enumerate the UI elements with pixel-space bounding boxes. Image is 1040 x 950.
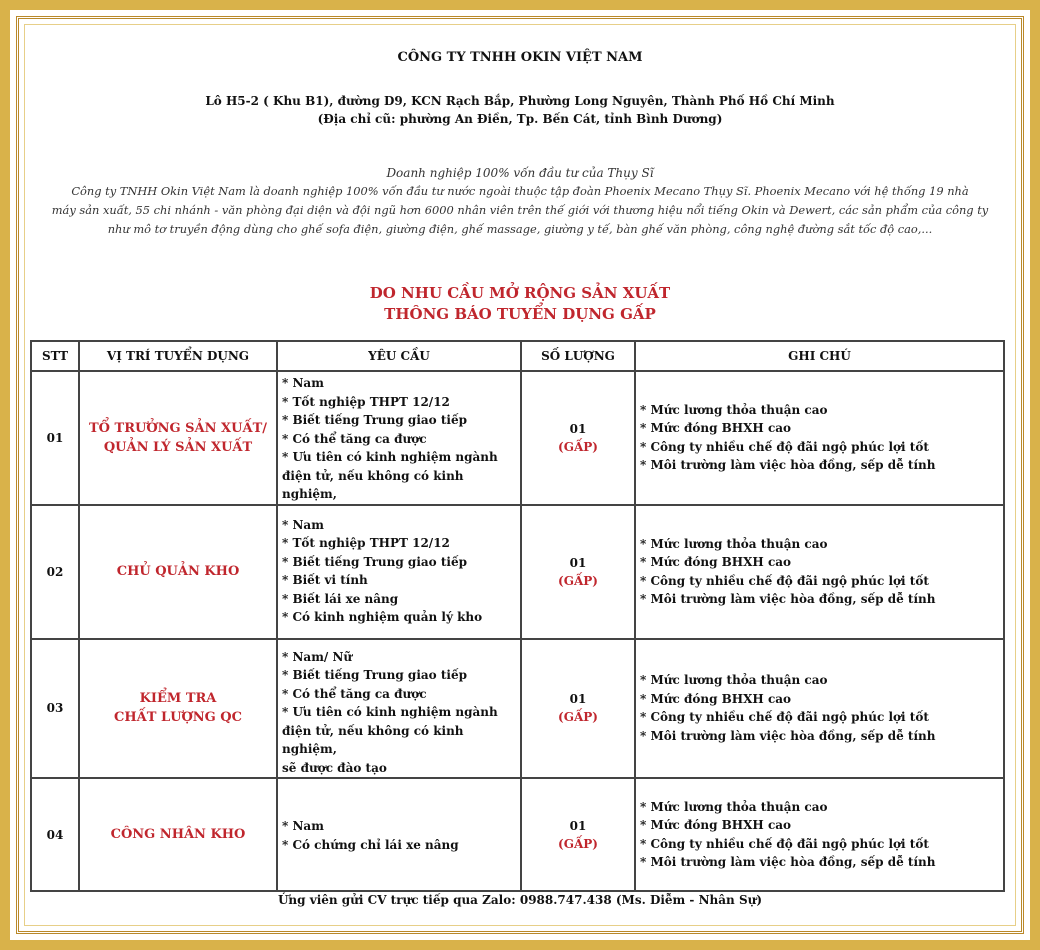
requirement-item: * Nam bbox=[282, 819, 324, 833]
row-position bbox=[79, 778, 277, 891]
requirement-item: điện tử, nếu không có kinh nghiệm, bbox=[282, 468, 464, 501]
quantity-value: 01 bbox=[569, 818, 587, 833]
row-quantity bbox=[521, 639, 635, 779]
old-address: (Địa chỉ cũ: phường An Điền, Tp. Bến Cát, tỉnh Bình Dương) bbox=[317, 112, 723, 126]
row-position bbox=[79, 639, 277, 779]
row-stt: 01 bbox=[31, 371, 79, 505]
note-item: * Mức lương thỏa thuận cao bbox=[640, 673, 828, 688]
requirement-item: điện tử, nếu không có kinh nghiệm, bbox=[282, 723, 464, 756]
urgent-label: (GẤP) bbox=[558, 836, 598, 851]
company-name: CÔNG TY TNHH OKIN VIỆT NAM bbox=[397, 50, 643, 65]
row-position bbox=[79, 371, 277, 505]
requirement-item: * Tốt nghiệp THPT 12/12 bbox=[282, 394, 450, 409]
note-item: * Mức đóng BHXH cao bbox=[640, 421, 792, 436]
table-row bbox=[31, 371, 1004, 505]
intro-line: máy sản xuất, 55 chi nhánh - văn phòng đại diện và đội ngũ hơn 6000 nhân viên trên thế giới với thương hiệu nổi tiếng Okin và Dewert, các sản phẩm của công ty bbox=[51, 203, 989, 217]
header-notes: GHI CHÚ bbox=[635, 341, 1004, 371]
contact-footer: Ứng viên gửi CV trực tiếp qua Zalo: 0988.747.438 (Ms. Diễm - Nhân Sự) bbox=[277, 893, 763, 907]
position-line: CHỦ QUẢN KHO bbox=[116, 564, 240, 579]
requirement-item: * Biết tiếng Trung giao tiếp bbox=[282, 554, 467, 569]
row-position bbox=[79, 505, 277, 639]
table-row bbox=[31, 778, 1004, 891]
position-line: TỔ TRƯỞNG SẢN XUẤT/ bbox=[89, 420, 267, 436]
requirement-item: * Có thể tăng ca được bbox=[282, 431, 427, 446]
position-line: CÔNG NHÂN KHO bbox=[110, 827, 246, 842]
requirement-item: * Biết tiếng Trung giao tiếp bbox=[282, 668, 467, 682]
requirement-item: * Biết vi tính bbox=[282, 573, 368, 587]
header-position: VỊ TRÍ TUYỂN DỤNG bbox=[79, 341, 277, 371]
requirement-item: * Ưu tiên có kinh nghiệm ngành bbox=[282, 450, 498, 464]
jobs-table bbox=[30, 340, 1005, 892]
header-stt: STT bbox=[31, 341, 79, 371]
note-item: * Môi trường làm việc hòa đồng, sếp dễ tính bbox=[640, 458, 936, 473]
quantity-value: 01 bbox=[569, 555, 587, 570]
header-requirements: YÊU CẦU bbox=[277, 341, 521, 371]
headline-expansion: DO NHU CẦU MỞ RỘNG SẢN XUẤT bbox=[369, 284, 671, 302]
row-quantity bbox=[521, 371, 635, 505]
requirement-item: * Có thể tăng ca được bbox=[282, 686, 427, 701]
note-item: * Công ty nhiều chế độ đãi ngộ phúc lợi tốt bbox=[640, 836, 929, 851]
requirement-item: * Có kinh nghiệm quản lý kho bbox=[282, 610, 483, 624]
table-row bbox=[31, 639, 1004, 779]
intro-paragraph bbox=[40, 182, 1000, 239]
urgent-label: (GẤP) bbox=[558, 573, 598, 588]
requirement-item: * Tốt nghiệp THPT 12/12 bbox=[282, 536, 450, 550]
requirement-item: * Nam bbox=[282, 517, 324, 532]
urgent-label: (GẤP) bbox=[558, 439, 598, 454]
note-item: * Mức đóng BHXH cao bbox=[640, 555, 792, 569]
row-notes bbox=[635, 778, 1004, 891]
urgent-label: (GẤP) bbox=[558, 710, 598, 725]
row-requirements bbox=[277, 778, 521, 891]
row-stt: 02 bbox=[31, 505, 79, 639]
requirement-item: * Có chứng chỉ lái xe nâng bbox=[282, 837, 459, 852]
note-item: * Mức lương thỏa thuận cao bbox=[640, 402, 828, 417]
note-item: * Môi trường làm việc hòa đồng, sếp dễ tính bbox=[640, 728, 936, 743]
row-stt: 04 bbox=[31, 778, 79, 891]
position-line: QUẢN LÝ SẢN XUẤT bbox=[103, 439, 253, 455]
table-header-row bbox=[31, 341, 1004, 371]
intro-line: Công ty TNHH Okin Việt Nam là doanh nghiệp 100% vốn đầu tư nước ngoài thuộc tập đoàn Phoenix Mecano Thụy Sĩ. Phoenix Mecano với hệ thống 19 nhà bbox=[71, 184, 969, 198]
note-item: * Môi trường làm việc hòa đồng, sếp dễ tính bbox=[640, 855, 936, 869]
requirement-item: * Ưu tiên có kinh nghiệm ngành bbox=[282, 705, 498, 719]
row-stt: 03 bbox=[31, 639, 79, 779]
note-item: * Mức đóng BHXH cao bbox=[640, 691, 792, 706]
quantity-value: 01 bbox=[569, 421, 587, 436]
row-notes bbox=[635, 639, 1004, 779]
note-item: * Mức lương thỏa thuận cao bbox=[640, 536, 828, 551]
note-item: * Mức lương thỏa thuận cao bbox=[640, 799, 828, 814]
requirement-item: * Nam/ Nữ bbox=[282, 649, 353, 664]
note-item: * Công ty nhiều chế độ đãi ngộ phúc lợi tốt bbox=[640, 573, 929, 588]
table-row bbox=[31, 505, 1004, 639]
note-item: * Môi trường làm việc hòa đồng, sếp dễ tính bbox=[640, 592, 936, 606]
row-requirements bbox=[277, 639, 521, 779]
note-item: * Công ty nhiều chế độ đãi ngộ phúc lợi tốt bbox=[640, 710, 929, 725]
intro-title: Doanh nghiệp 100% vốn đầu tư của Thụy Sĩ bbox=[386, 166, 654, 180]
requirement-item: sẽ được đào tạo bbox=[282, 760, 387, 775]
note-item: * Mức đóng BHXH cao bbox=[640, 818, 792, 832]
quantity-value: 01 bbox=[569, 692, 587, 707]
row-notes bbox=[635, 505, 1004, 639]
requirement-item: * Biết tiếng Trung giao tiếp bbox=[282, 413, 467, 427]
requirement-item: * Nam bbox=[282, 376, 324, 390]
position-line: KIỂM TRA bbox=[139, 691, 217, 707]
position-line: CHẤT LƯỢNG QC bbox=[114, 710, 242, 726]
company-address: Lô H5-2 ( Khu B1), đường D9, KCN Rạch Bắp, Phường Long Nguyên, Thành Phố Hồ Chí Minh bbox=[205, 94, 835, 108]
note-item: * Công ty nhiều chế độ đãi ngộ phúc lợi tốt bbox=[640, 439, 929, 454]
intro-line: như mô tơ truyền động dùng cho ghế sofa điện, giường điện, ghế massage, giường y tế, bàn ghế văn phòng, công nghệ đường sắt tốc độ cao,... bbox=[107, 222, 933, 236]
row-quantity bbox=[521, 778, 635, 891]
row-requirements bbox=[277, 371, 521, 505]
row-notes bbox=[635, 371, 1004, 505]
row-quantity bbox=[521, 505, 635, 639]
row-requirements bbox=[277, 505, 521, 639]
headline-recruitment: THÔNG BÁO TUYỂN DỤNG GẤP bbox=[384, 305, 656, 323]
header-quantity: SỐ LƯỢNG bbox=[521, 341, 635, 371]
requirement-item: * Biết lái xe nâng bbox=[282, 591, 399, 606]
